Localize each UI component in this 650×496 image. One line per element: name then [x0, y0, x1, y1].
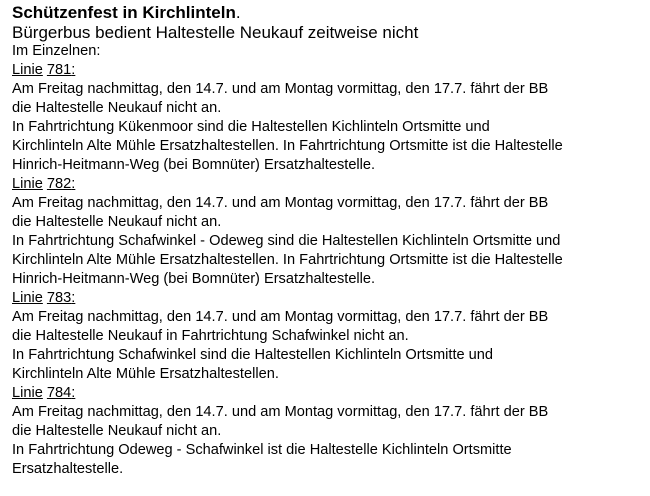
- paragraph-line: In Fahrtrichtung Schafwinkel - Odeweg sind die Haltestellen Kichlinteln Ortsmitte und: [12, 233, 561, 249]
- linie-colon: :: [71, 62, 76, 78]
- linie-label: Linie: [12, 290, 43, 306]
- linie-heading-782: [12, 175, 642, 194]
- linie-number: 781: [46, 62, 72, 78]
- paragraph-line: Hinrich-Heitmann-Weg (bei Bomnüter) Ersatzhaltestelle.: [12, 157, 376, 173]
- linie-number: 784: [46, 385, 72, 401]
- linie-colon: :: [71, 385, 76, 401]
- paragraph-line: In Fahrtrichtung Odeweg - Schafwinkel ist die Haltestelle Kichlinteln Ortsmitte: [12, 442, 512, 458]
- document-subtitle: Bürgerbus bedient Haltestelle Neukauf zeitweise nicht: [12, 23, 419, 42]
- linie-colon: :: [71, 176, 76, 192]
- linie-colon: :: [71, 290, 76, 306]
- paragraph-line: die Haltestelle Neukauf nicht an.: [12, 100, 222, 116]
- linie-label: Linie: [12, 62, 43, 78]
- linie-heading-781: [12, 61, 642, 80]
- paragraph-line: Ersatzhaltestelle.: [12, 461, 124, 477]
- paragraph-line: die Haltestelle Neukauf nicht an.: [12, 423, 222, 439]
- sections-container: [12, 61, 642, 479]
- linie-label: Linie: [12, 176, 43, 192]
- paragraph-line: Kirchlinteln Alte Mühle Ersatzhaltestellen. In Fahrtrichtung Ortsmitte ist die Haltestelle: [12, 252, 563, 268]
- title-text: Schützenfest in Kirchlinteln: [12, 3, 236, 22]
- linie-number: 783: [46, 290, 72, 306]
- paragraph-line: In Fahrtrichtung Schafwinkel sind die Haltestellen Kichlinteln Ortsmitte und: [12, 347, 494, 363]
- paragraph-line: die Haltestelle Neukauf nicht an.: [12, 214, 222, 230]
- paragraph-line: die Haltestelle Neukauf in Fahrtrichtung Schafwinkel nicht an.: [12, 328, 409, 344]
- paragraph-line: Hinrich-Heitmann-Weg (bei Bomnüter) Ersatzhaltestelle.: [12, 271, 376, 287]
- linie-label: Linie: [12, 385, 43, 401]
- linie-number: 782: [46, 176, 72, 192]
- title-period: .: [235, 3, 241, 22]
- paragraph-line: Am Freitag nachmittag, den 14.7. und am Montag vormittag, den 17.7. fährt der BB: [12, 404, 549, 420]
- paragraph-line: Kirchlinteln Alte Mühle Ersatzhaltestellen. In Fahrtrichtung Ortsmitte ist die Haltestelle: [12, 138, 563, 154]
- linie-heading-783: [12, 289, 642, 308]
- paragraph-line: Am Freitag nachmittag, den 14.7. und am Montag vormittag, den 17.7. fährt der BB: [12, 309, 549, 325]
- intro-text: Im Einzelnen:: [12, 43, 101, 59]
- document-title: [12, 2, 642, 23]
- linie-heading-784: [12, 384, 642, 403]
- paragraph-line: Am Freitag nachmittag, den 14.7. und am Montag vormittag, den 17.7. fährt der BB: [12, 81, 549, 97]
- paragraph-line: Am Freitag nachmittag, den 14.7. und am Montag vormittag, den 17.7. fährt der BB: [12, 195, 549, 211]
- paragraph-line: In Fahrtrichtung Kükenmoor sind die Haltestellen Kichlinteln Ortsmitte und: [12, 119, 490, 135]
- paragraph-line: Kirchlinteln Alte Mühle Ersatzhaltestellen.: [12, 366, 279, 382]
